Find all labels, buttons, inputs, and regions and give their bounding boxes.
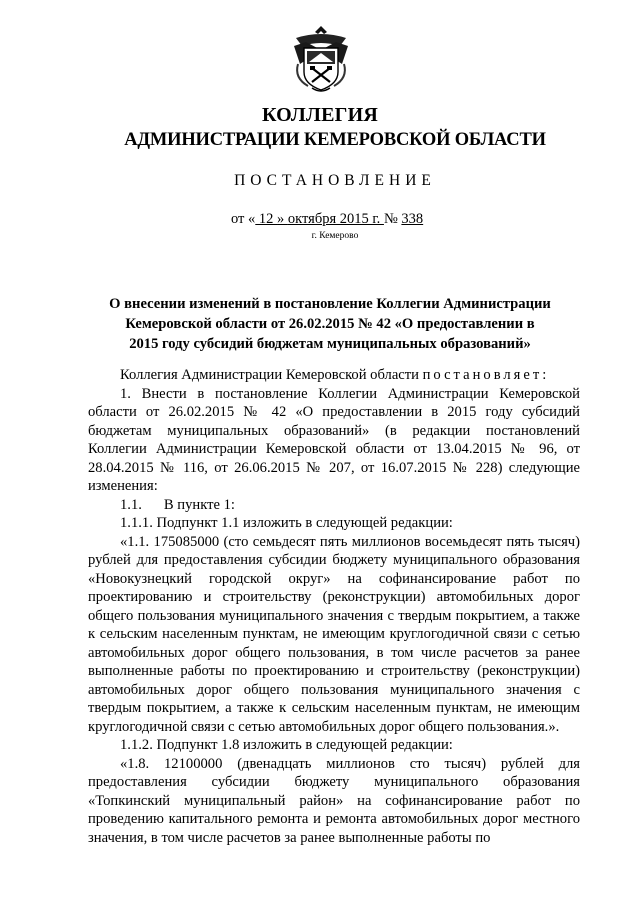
- paragraph-1-1-2: 1.1.2. Подпункт 1.8 изложить в следующей редакции:: [120, 737, 453, 753]
- date-prefix: от «: [231, 211, 256, 227]
- subject-line-3: 2015 году субсидий бюджетам муниципальных образований»: [129, 336, 531, 352]
- document-subject: [90, 294, 570, 354]
- org-name-line2: АДМИНИСТРАЦИИ КЕМЕРОВСКОЙ ОБЛАСТИ: [124, 130, 546, 150]
- paragraph-quote-1-8: «1.8. 12100000 (двенадцать миллионов сто тысяч) рублей для предоставления субсидии бюджету муниципального образования «Топкинский муниципальный район» на софинансирование работ по проведению капитального ремонта и ремонта автомобильных дорог местного значения, в том числе расчетов за ранее выполненные работы по: [88, 755, 580, 846]
- subject-line-1: О внесении изменений в постановление Коллегии Администрации: [109, 296, 551, 312]
- paragraph-1: 1. Внести в постановление Коллегии Администрации Кемеровской области от 26.02.2015 № 42 «О предоставлении в 2015 году субсидий бюджетам муниципальных образований» (в редакции постановлений Коллегии Администрации Кемеровской области от 13.04.2015 № 96, от 28.04.2015 № 116, от 26.06.2015 № 207, от 16.07.2015 № 228) следующие изменения:: [88, 385, 580, 494]
- paragraph-1-1-text: В пункте 1:: [163, 496, 235, 513]
- intro-paragraph: [88, 366, 580, 385]
- date-number-line: [231, 211, 423, 228]
- date-mid: »: [277, 211, 288, 227]
- city-label: г. Кемерово: [311, 231, 359, 241]
- date-month-year: октября 2015 г.: [287, 211, 384, 227]
- intro-text: Коллегия Администрации Кемеровской области: [120, 367, 423, 383]
- paragraph-1-1-number: 1.1.: [120, 496, 142, 513]
- paragraph-1-1-1: 1.1.1. Подпункт 1.1 изложить в следующей редакции:: [120, 515, 453, 531]
- date-day: 12: [255, 211, 278, 227]
- intro-end: :: [542, 367, 547, 383]
- subject-line-2: Кемеровской области от 26.02.2015 № 42 «О предоставлении в: [125, 316, 535, 332]
- document-body: [88, 366, 580, 847]
- document-number: 338: [401, 211, 424, 227]
- number-prefix: №: [383, 211, 402, 227]
- intro-spaced-verb: постановляет: [422, 367, 543, 383]
- paragraph-quote-1-1: «1.1. 175085000 (сто семьдесят пять миллионов восемьдесят пять тысяч) рублей для предоставления субсидии бюджету муниципального образования «Новокузнецкий городской округ» на софинансирование работ по проектированию и строительству (реконструкции) автомобильных дорог общего пользования муниципального значения с твердым покрытием, а также к сельским населенным пунктам, не имеющим круглогодичной связи с сетью автомобильных дорог общего пользования, в том числе расчетов за ранее выполненные работы по проектированию и строительству (реконструкции) автомобильных дорог общего пользования муниципального значения с твердым покрытием, а также к сельским населенным пунктам, не имеющим круглогодичной связи с сетью автомобильных дорог общего пользования.».: [88, 533, 580, 735]
- org-name-line1: КОЛЛЕГИЯ: [261, 104, 379, 126]
- document-type: ПОСТАНОВЛЕНИЕ: [234, 172, 436, 189]
- paragraph-1-1: [88, 496, 580, 515]
- coat-of-arms-emblem: [290, 24, 352, 94]
